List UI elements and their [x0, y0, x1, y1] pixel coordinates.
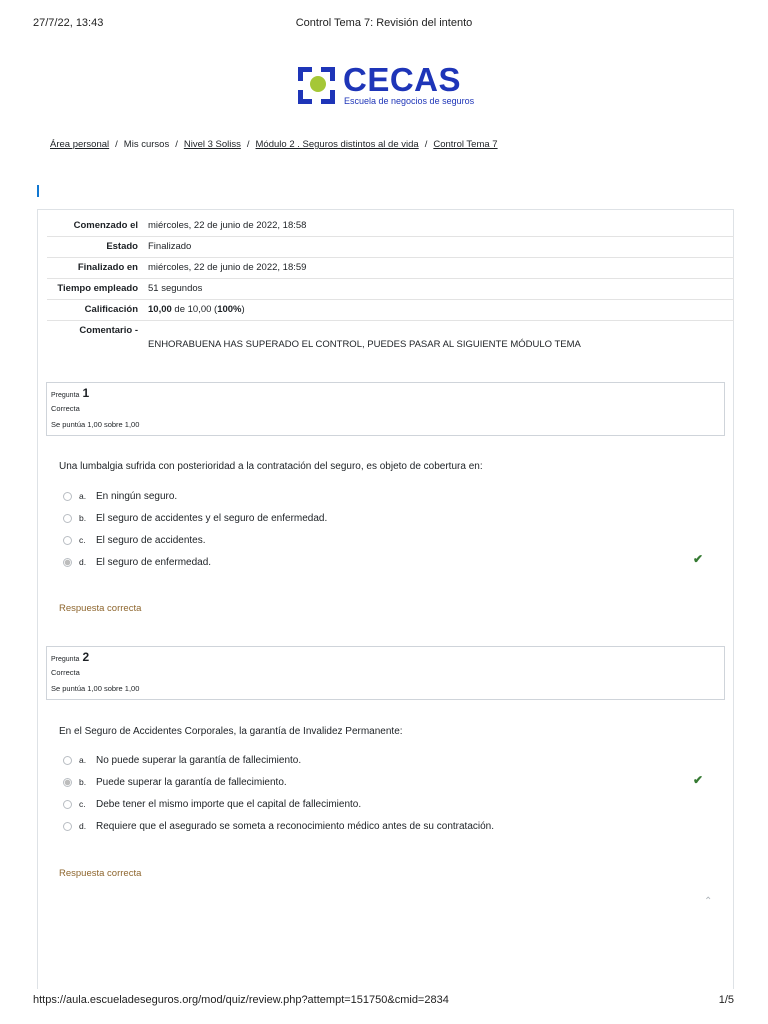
print-date: 27/7/22, 13:43 — [33, 17, 104, 29]
logo-brand: CECAS — [343, 61, 462, 98]
answer-option[interactable]: d. Requiere que el asegurado se someta a reconocimiento médico antes de su contratación. — [63, 815, 494, 837]
breadcrumb-separator: / — [115, 139, 118, 150]
breadcrumb-separator: / — [246, 139, 250, 150]
summary-value: Finalizado — [148, 241, 192, 252]
answer-outcome: Respuesta correcta — [59, 603, 142, 614]
breadcrumb-mis-cursos: Mis cursos — [123, 139, 170, 150]
print-page-number: 1/5 — [718, 994, 734, 1006]
breadcrumb-nivel[interactable]: Nivel 3 Soliss — [183, 139, 241, 150]
summary-row-finished — [47, 258, 734, 279]
answer-outcome: Respuesta correcta — [59, 868, 142, 879]
grade-close: ) — [241, 304, 245, 315]
summary-row-started — [47, 216, 734, 237]
question-state: Correcta — [51, 668, 80, 677]
answer-list — [63, 749, 494, 837]
breadcrumb-modulo[interactable]: Módulo 2 . Seguros distintos al de vida — [255, 139, 419, 150]
breadcrumb — [50, 139, 498, 150]
summary-value: 51 segundos — [148, 283, 203, 294]
summary-row-time — [47, 279, 734, 300]
question-grade: Se puntúa 1,00 sobre 1,00 — [51, 420, 140, 429]
radio-button-selected[interactable] — [63, 778, 72, 787]
question-info-box — [46, 382, 725, 436]
summary-label: Estado — [106, 241, 138, 252]
answer-option[interactable]: a. En ningún seguro. — [63, 485, 327, 507]
print-title: Control Tema 7: Revisión del intento — [295, 17, 473, 29]
radio-button[interactable] — [63, 514, 72, 523]
question-state: Correcta — [51, 404, 80, 413]
question-grade: Se puntúa 1,00 sobre 1,00 — [51, 684, 140, 693]
summary-row-comment — [47, 321, 734, 360]
radio-button-selected[interactable] — [63, 558, 72, 567]
radio-button[interactable] — [63, 822, 72, 831]
question-info-box — [46, 646, 725, 700]
cecas-logo[interactable] — [296, 61, 476, 108]
question-text: En el Seguro de Accidentes Corporales, la garantía de Invalidez Permanente: — [59, 726, 403, 737]
breadcrumb-separator: / — [175, 139, 178, 150]
summary-value — [138, 300, 245, 320]
breadcrumb-control-tema[interactable]: Control Tema 7 — [433, 139, 498, 150]
breadcrumb-separator: / — [424, 139, 428, 150]
summary-label: Comentario - — [79, 325, 138, 336]
answer-option[interactable]: a. No puede superar la garantía de fallecimiento. — [63, 749, 494, 771]
answer-option[interactable]: c. El seguro de accidentes. — [63, 529, 327, 551]
chevron-up-icon[interactable]: ⌃ — [704, 896, 713, 907]
summary-comment: ENHORABUENA HAS SUPERADO EL CONTROL, PUEDES PASAR AL SIGUIENTE MÓDULO TEMA — [148, 339, 581, 350]
attempt-summary-table — [47, 216, 734, 360]
answer-option[interactable]: d. El seguro de enfermedad. — [63, 551, 327, 573]
answer-list — [63, 485, 327, 573]
logo-tagline: Escuela de negocios de seguros — [344, 96, 475, 106]
radio-button[interactable] — [63, 800, 72, 809]
question-number: Pregunta 1 — [51, 386, 90, 400]
breadcrumb-area-personal[interactable]: Área personal — [50, 139, 110, 150]
print-url: https://aula.escueladeseguros.org/mod/quiz/review.php?attempt=151750&cmid=2834 — [33, 994, 449, 1006]
summary-value: miércoles, 22 de junio de 2022, 18:59 — [148, 262, 307, 273]
logo-mark-icon — [298, 67, 335, 104]
question-text: Una lumbalgia sufrida con posterioridad a la contratación del seguro, es objeto de cobertura en: — [59, 461, 483, 472]
grade-score: 10,00 — [148, 304, 172, 315]
print-header — [0, 17, 768, 31]
radio-button[interactable] — [63, 756, 72, 765]
summary-row-grade — [47, 300, 734, 321]
summary-label: Comenzado el — [73, 220, 138, 231]
question-number: Pregunta 2 — [51, 650, 90, 664]
summary-row-state — [47, 237, 734, 258]
checkmark-icon: ✔ — [693, 773, 704, 787]
summary-label: Tiempo empleado — [57, 283, 138, 294]
radio-button[interactable] — [63, 536, 72, 545]
answer-option[interactable]: b. El seguro de accidentes y el seguro de enfermedad. — [63, 507, 327, 529]
answer-option[interactable]: b. Puede superar la garantía de fallecimiento. — [63, 771, 494, 793]
summary-label: Finalizado en — [77, 262, 138, 273]
section-accent-bar — [37, 185, 39, 197]
checkmark-icon: ✔ — [693, 552, 704, 566]
grade-percent: 100% — [217, 304, 242, 315]
grade-of: de 10,00 ( — [171, 304, 218, 315]
summary-value: miércoles, 22 de junio de 2022, 18:58 — [148, 220, 307, 231]
radio-button[interactable] — [63, 492, 72, 501]
summary-label: Calificación — [84, 304, 138, 315]
answer-option[interactable]: c. Debe tener el mismo importe que el capital de fallecimiento. — [63, 793, 494, 815]
